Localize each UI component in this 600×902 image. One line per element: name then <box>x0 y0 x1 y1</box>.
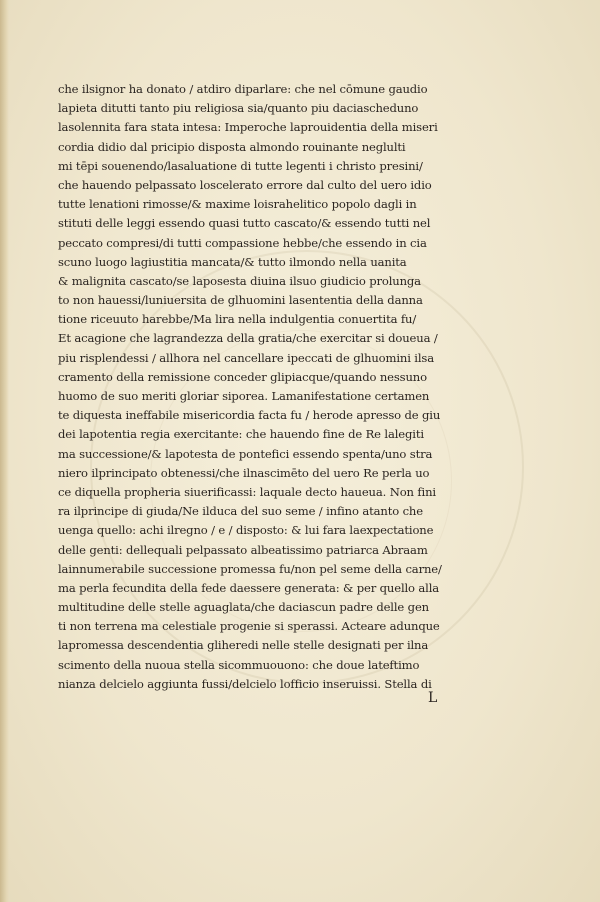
body-text <box>58 80 468 694</box>
text-line: multitudine delle stelle aguaglata/che daciascun padre delle gen <box>58 600 429 615</box>
text-line: huomo de suo meriti gloriar siporea. Lamanifestatione certamen <box>58 389 430 403</box>
text-line: stituti delle leggi essendo quasi tutto cascato/& essendo tutti nel <box>58 216 431 231</box>
text-line: niero ilprincipato obtenessi/che ilnascimēto del uero Re perla uo <box>58 465 430 480</box>
text-line: uenga quello: achi ilregno / e / disposto: & lui fara laexpectatione <box>58 523 434 538</box>
text-line: peccato compresi/di tutti compassione hebbe/che essendo in cia <box>58 235 427 250</box>
text-line: mi tēpi souenendo/lasaluatione di tutte legenti i christo presini/ <box>58 158 423 173</box>
text-line: lainnumerabile successione promessa fu/non pel seme della carne/ <box>58 561 442 576</box>
text-line: scimento della nuoua stella sicommuouono: che doue lateftimo <box>58 657 420 672</box>
text-line: che hauendo pelpassato loscelerato errore dal culto del uero idio <box>58 177 432 192</box>
text-line: scuno luogo lagiustitia mancata/& tutto ilmondo nella uanita <box>58 254 407 269</box>
text-line: tione riceuuto harebbe/Ma lira nella indulgentia conuertita fu/ <box>58 312 417 327</box>
text-line: dei lapotentia regia exercitante: che hauendo fine de Re lalegiti <box>58 427 424 442</box>
text-line: ma successione/& lapotesta de pontefici essendo spenta/uno stra <box>58 446 433 461</box>
text-line: ra ilprincipe di giuda/Ne ilduca del suo seme / infino atanto che <box>58 504 423 519</box>
text-line: nianza delcielo aggiunta fussi/delcielo lofficio inseruissi. Stella di <box>58 676 432 691</box>
text-line: to non hauessi/luniuersita de glhuomini lasententia della danna <box>58 293 423 308</box>
signature-mark: L <box>428 690 438 706</box>
text-line: ma perla fecundita della fede daessere generata: & per quello alla <box>58 580 440 595</box>
text-line: & malignita cascato/se laposesta diuina ilsuo giudicio prolunga <box>58 273 421 288</box>
text-line: cramento della remissione conceder glipiacque/quando nessuno <box>58 369 427 384</box>
text-line: ti non terrena ma celestiale progenie si sperassi. Acteare adunque <box>58 619 440 634</box>
text-line: tutte lenationi rimosse/& maxime loisrahelitico popolo dagli in <box>58 197 417 212</box>
text-line: lasolennita fara stata intesa: Imperoche laprouidentia della miseri <box>58 120 438 135</box>
text-line: lapromessa descendentia gliheredi nelle stelle designati per ilna <box>58 638 429 653</box>
text-line: che ilsignor ha donato / atdiro diparlare: che nel cōmune gaudio <box>58 82 428 96</box>
text-line: delle genti: dellequali pelpassato albeatissimo patriarca Abraam <box>58 542 428 557</box>
text-line: piu risplendessi / allhora nel cancellare ipeccati de glhuomini ilsa <box>58 350 434 365</box>
page-binding-edge <box>0 0 9 902</box>
text-line: Et acagione che lagrandezza della gratia/che exercitar si doueua / <box>58 331 438 346</box>
text-line: ce diquella propheria siuerificassi: laquale decto haueua. Non fini <box>58 484 436 499</box>
text-line: lapieta ditutti tanto piu religiosa sia/quanto piu daciascheduno <box>58 101 419 116</box>
text-line: te diquesta ineffabile misericordia facta fu / herode apresso de giu <box>58 408 441 423</box>
text-line: cordia didio dal pricipio disposta almondo rouinante neglulti <box>58 139 406 154</box>
